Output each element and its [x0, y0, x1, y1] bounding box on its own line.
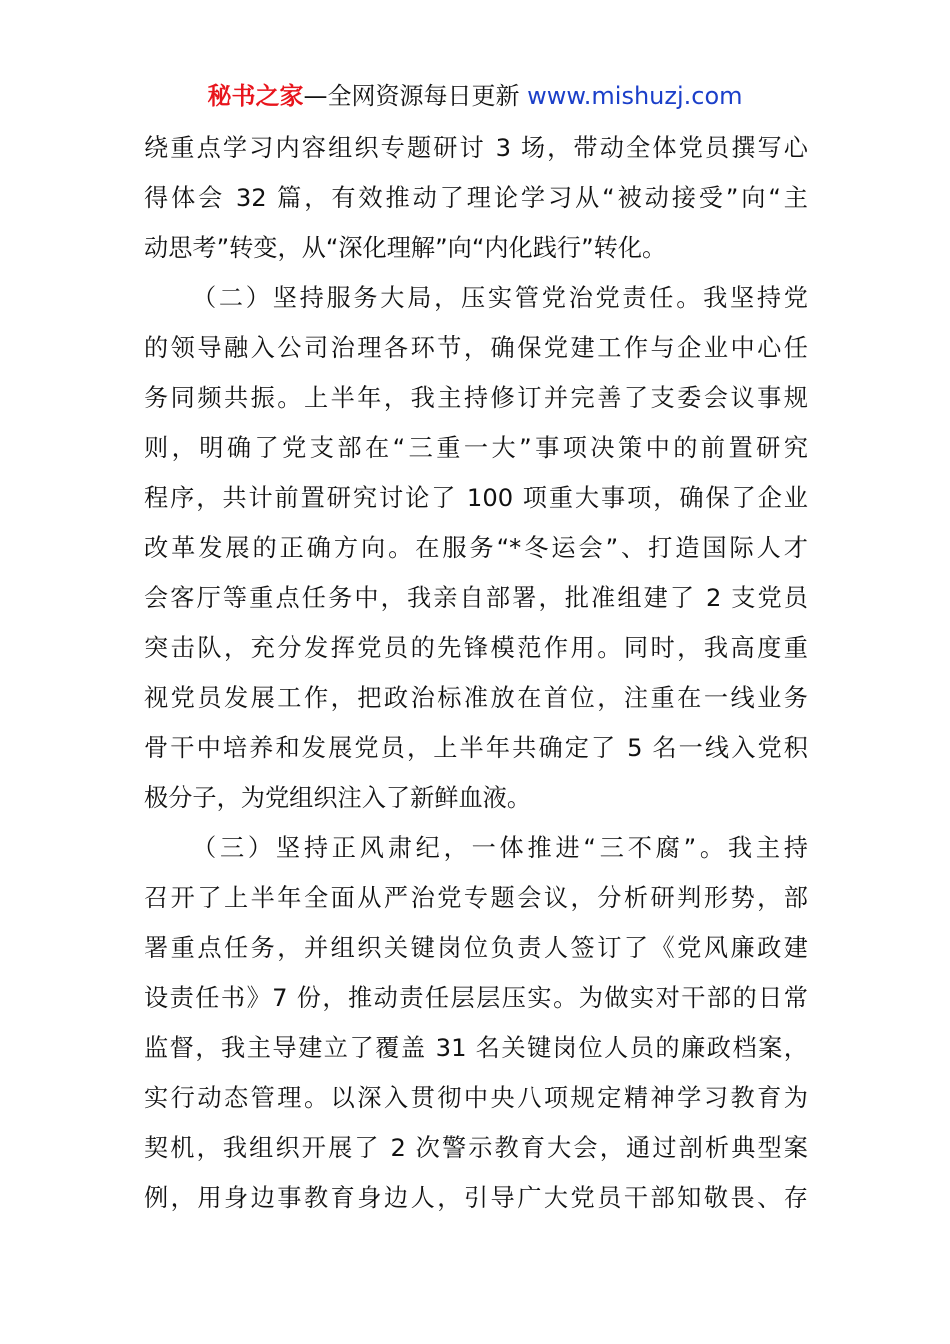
text-line: 视党员发展工作，把政治标准放在首位，注重在一线业务: [144, 684, 808, 712]
text-line: 实行动态管理。以深入贯彻中央八项规定精神学习教育为: [144, 1084, 808, 1112]
page-header: [0, 78, 950, 114]
website-link[interactable]: www.mishuzj.com: [527, 82, 743, 110]
text-line: 得体会 32 篇，有效推动了理论学习从“被动接受”向“主: [144, 184, 808, 212]
text-line: 监督，我主导建立了覆盖 31 名关键岗位人员的廉政档案，: [144, 1034, 808, 1062]
text-line: 设责任书》7 份，推动责任层层压实。为做实对干部的日常: [144, 984, 808, 1012]
text-line: 务同频共振。上半年，我主持修订并完善了支委会议事规: [144, 384, 808, 412]
text-line: 契机，我组织开展了 2 次警示教育大会，通过剖析典型案: [144, 1134, 808, 1162]
text-line: 程序，共计前置研究讨论了 100 项重大事项，确保了企业: [144, 484, 808, 512]
text-line: 动思考”转变，从“深化理解”向“内化践行”转化。: [144, 234, 667, 262]
text-line: 召开了上半年全面从严治党专题会议，分析研判形势，部: [144, 884, 808, 912]
text-line: 极分子，为党组织注入了新鲜血液。: [144, 784, 532, 812]
text-line: 的领导融入公司治理各环节，确保党建工作与企业中心任: [144, 334, 808, 362]
header-tagline: —全网资源每日更新: [303, 82, 528, 110]
text-line: 则，明确了党支部在“三重一大”事项决策中的前置研究: [144, 434, 808, 462]
text-line: 骨干中培养和发展党员，上半年共确定了 5 名一线入党积: [144, 734, 808, 762]
brand-name: 秘书之家: [207, 82, 304, 110]
text-line: 突击队，充分发挥党员的先锋模范作用。同时，我高度重: [144, 634, 808, 662]
section-heading-line: （三）坚持正风肃纪，一体推进“三不腐”。我主持: [192, 834, 808, 862]
text-line: 例，用身边事教育身边人，引导广大党员干部知敬畏、存: [144, 1184, 808, 1212]
text-line: 会客厅等重点任务中，我亲自部署，批准组建了 2 支党员: [144, 584, 808, 612]
text-line: 绕重点学习内容组织专题研讨 3 场，带动全体党员撰写心: [144, 134, 808, 162]
text-line: 改革发展的正确方向。在服务“*冬运会”、打造国际人才: [144, 534, 808, 562]
section-heading-line: （二）坚持服务大局，压实管党治党责任。我坚持党: [192, 284, 808, 312]
text-line: 署重点任务，并组织关键岗位负责人签订了《党风廉政建: [144, 934, 808, 962]
body-text: [144, 123, 808, 1223]
